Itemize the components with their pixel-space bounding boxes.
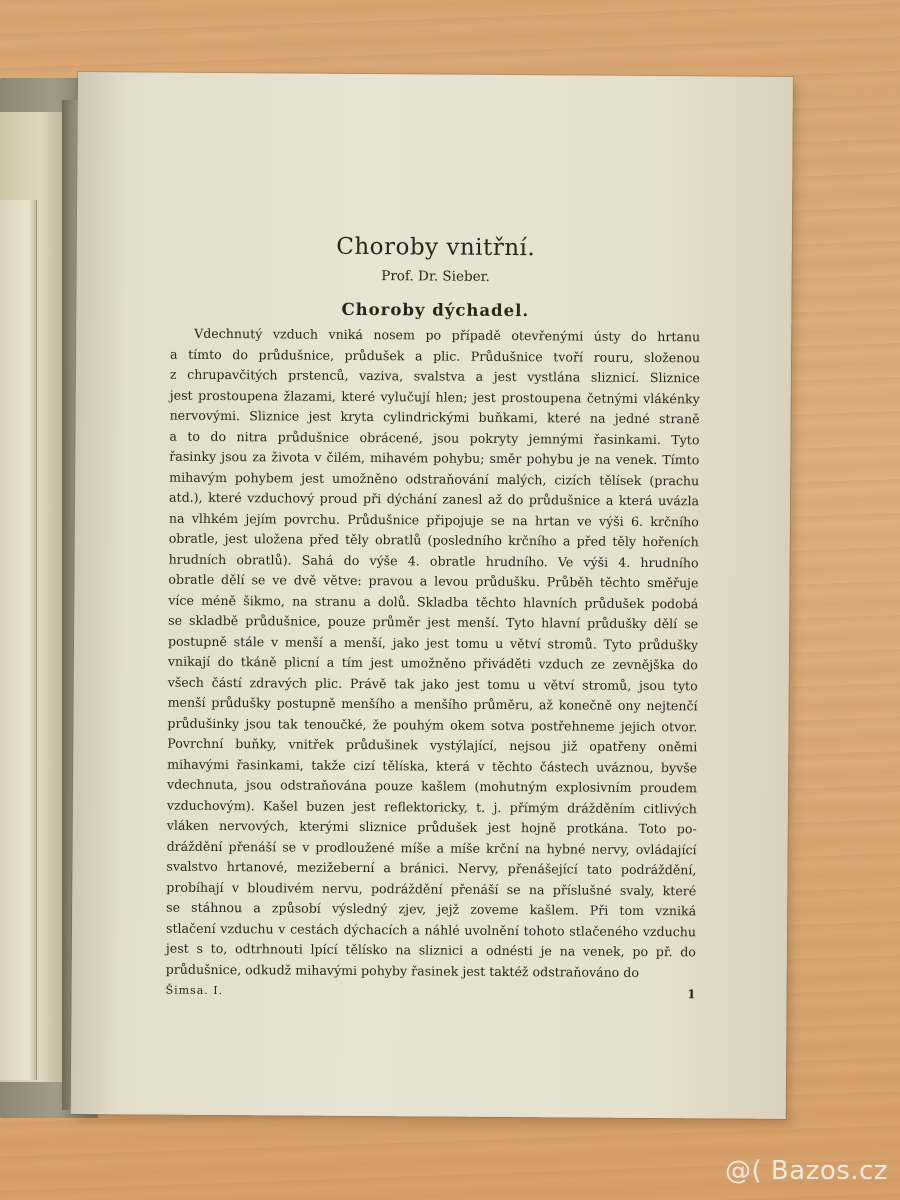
text-line: se stáhnou a způsobí výsledný zjev, jejž zoveme kašlem. Při tom vzniká (166, 899, 697, 919)
previous-page-edge (0, 200, 37, 1080)
text-line: obratle, jest uložena před těly obratlů (posledního krčního a před těly hořeních (168, 530, 699, 550)
text-line: Povrchní buňky, vnitřek průdušinek vystýlající, nejsou již opatřeny oněmi (167, 735, 698, 755)
text-line: z chrupavčitých prstenců, vaziva, svalstva a jest vystlána sliznicí. Sliznice (169, 366, 700, 386)
text-line: nervovými. Sliznice jest kryta cylindrickými buňkami, které na jedné straně (169, 407, 700, 427)
text-line: a tímto do průdušnice, průdušek a plic. Průdušnice tvoří rouru, složenou (169, 346, 701, 365)
text-line: hrudních obratlů). Sahá do výše 4. obratle hrudního. Ve výši 4. hrudního (168, 551, 699, 570)
text-line: mihavými řasinkami, takže cizí tělíska, která v těchto částech uváznou, byvše (167, 756, 698, 775)
text-line: probíhají v bloudivém nervu, podráždění přenáší se na příslušné svaly, které (166, 879, 697, 898)
author-line: Prof. Dr. Sieber. (381, 268, 490, 285)
book-page (71, 72, 793, 1119)
text-line: menší průdušky postupně menšího a menšího průměru, až konečně ony nejtenčí (167, 694, 698, 714)
text-line: stlačení vzduchu v cestách dýchacích a náhlé uvolnění tohoto stlačeného vzduchu (165, 920, 697, 939)
text-line: na vlhkém jejím povrchu. Průdušnice připojuje se na hrtan ve výši 6. krčního (168, 510, 699, 529)
text-line: vdechnuta, jsou odstraňována pouze kašlem (mohutným explosivním proudem (166, 776, 698, 796)
watermark: @( Bazos.cz (725, 1156, 888, 1186)
chapter-title: Choroby vnitřní. (336, 233, 536, 262)
page-footer (165, 984, 695, 1008)
text-line: vláken nervových, kterými sliznice průdušek jest hojně protkána. Toto po- (166, 817, 697, 837)
text-line: jest s to, odtrhnouti lpící tělísko na sliznici a odnésti je na venek, po př. do (165, 940, 696, 960)
text-line: obratle dělí se ve dvě větve: pravou a levou průdušku. Průběh těchto směřuje (168, 571, 699, 591)
footer-signature: Šimsa. I. (165, 983, 224, 998)
text-line: Vdechnutý vzduch vniká nosem po případě otevřenými ústy do hrtanu (194, 325, 701, 345)
text-line: svalstvo hrtanové, mezižeberní a bránici. Nervy, přenášející tato podráždění, (166, 858, 697, 878)
text-line: vnikají do tkáně plicní a tím jest umožněno přiváděti vzduch ze zevnějška do (167, 653, 698, 673)
text-line: vzduchovým). Kašel buzen jest reflektoricky, t. j. přímým drážděním citlivých (166, 797, 697, 816)
body-paragraph (166, 324, 701, 984)
text-line: průdušinky jsou tak tenoučké, že pouhým okem sotva postřehneme jejich otvor. (167, 715, 698, 734)
text-line: dráždění přenáší se v prodloužené míše a míše krční na hybné nervy, ovládající (166, 838, 697, 857)
text-line: mihavým pohybem jest umožněno odstraňování malých, cizích tělísek (prachu (169, 469, 700, 488)
text-line: průdušnice, odkudž mihavými pohyby řasinek jest taktéž odstraňováno do (165, 961, 640, 980)
text-line: se skladbě průdušnice, pouze průměr jest menší. Tyto hlavní průdušky dělí se (168, 612, 699, 632)
text-line: jest prostoupena žlazami, které vylučují hlen; jest prostoupena četnými vlákénky (169, 387, 700, 406)
page-number: 1 (687, 987, 696, 1002)
text-line: atd.), které vzduchový proud při dýchání zanesl až do průdušnice a která uvázla (168, 489, 700, 509)
text-line: všech částí zdravých plic. Právě tak jako jest tomu u větví stromů, jsou tyto (167, 674, 698, 693)
page-text-area (166, 233, 701, 984)
text-line: a to do nitra průdušnice obrácené, jsou pokryty jemnými řasinkami. Tyto (169, 428, 700, 447)
text-line: postupně stále v menší a menší, jako jest tomu u větví stromů. Tyto průdušky (167, 633, 699, 652)
text-line: řasinky jsou za života v čilém, mihavém pohybu; směr pohybu je na venek. Tímto (169, 448, 700, 468)
section-heading: Choroby dýchadel. (341, 299, 530, 321)
text-line: více méně šikmo, na stranu a dolů. Skladba těchto hlavních průdušek podobá (168, 592, 699, 611)
